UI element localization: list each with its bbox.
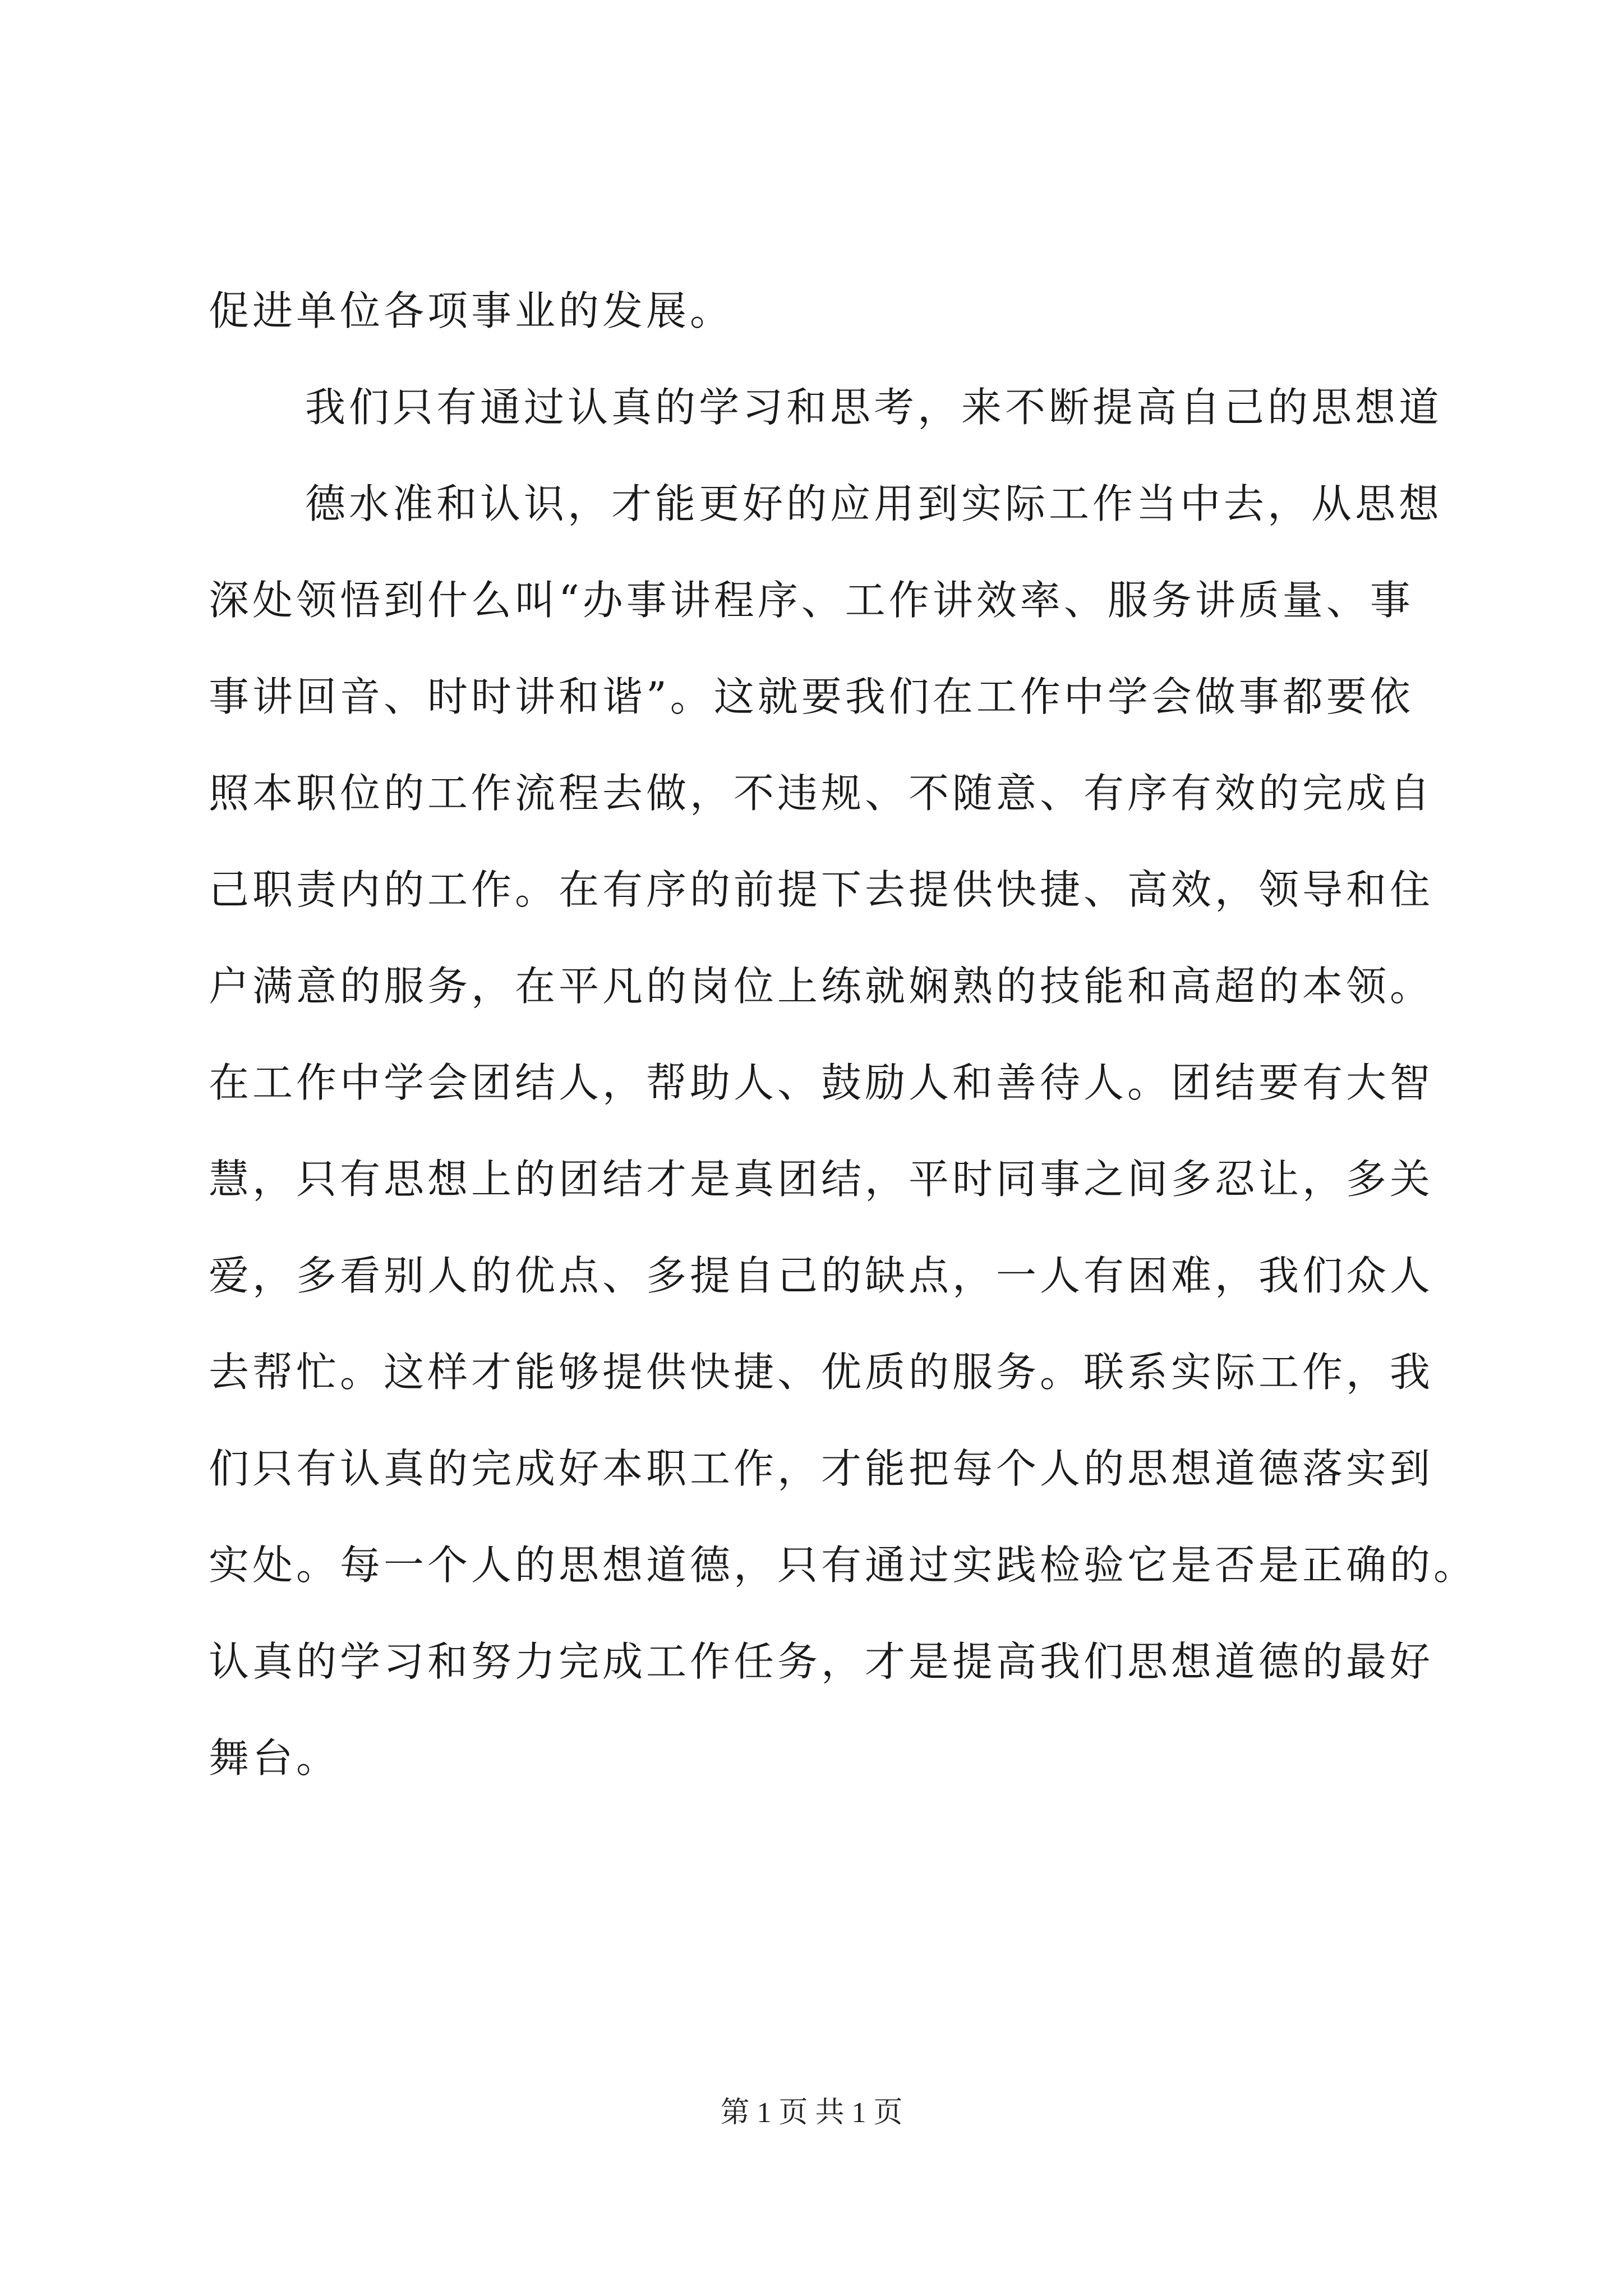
text-line: 我们只有通过认真的学习和思考，来不断提高自己的思想道 (305, 384, 1443, 431)
text-line: 舞台。 (209, 1734, 340, 1782)
text-line: 们只有认真的完成好本职工作，才能把每个人的思想道德落实到 (209, 1445, 1434, 1492)
document-body (209, 263, 1478, 1806)
text-line: 慧，只有思想上的团结才是真团结，平时同事之间多忍让，多关 (209, 1156, 1434, 1203)
text-line: 实处。每一个人的思想道德，只有通过实践检验它是否是正确的。 (209, 1542, 1478, 1589)
page-number-footer: 第 1 页 共 1 页 (720, 2097, 903, 2129)
text-line: 促进单位各项事业的发展。 (209, 287, 734, 334)
text-line: 户满意的服务，在平凡的岗位上练就娴熟的技能和高超的本领。 (209, 963, 1434, 1010)
text-line: 在工作中学会团结人，帮助人、鼓励人和善待人。团结要有大智 (209, 1059, 1434, 1106)
text-line: 深处领悟到什么叫“办事讲程序、工作讲效率、服务讲质量、事 (209, 577, 1414, 624)
text-line: 事讲回音、时时讲和谐”。这就要我们在工作中学会做事都要依 (209, 673, 1414, 720)
text-line: 己职责内的工作。在有序的前提下去提供快捷、高效，领导和住 (209, 866, 1434, 913)
text-line: 德水准和认识，才能更好的应用到实际工作当中去，从思想 (305, 480, 1443, 527)
text-line: 认真的学习和努力完成工作任务，才是提高我们思想道德的最好 (209, 1638, 1434, 1685)
text-line: 照本职位的工作流程去做，不违规、不随意、有序有效的完成自 (209, 770, 1434, 817)
text-line: 去帮忙。这样才能够提供快捷、优质的服务。联系实际工作，我 (209, 1349, 1434, 1396)
text-line: 爱，多看别人的优点、多提自己的缺点，一人有困难，我们众人 (209, 1252, 1434, 1299)
